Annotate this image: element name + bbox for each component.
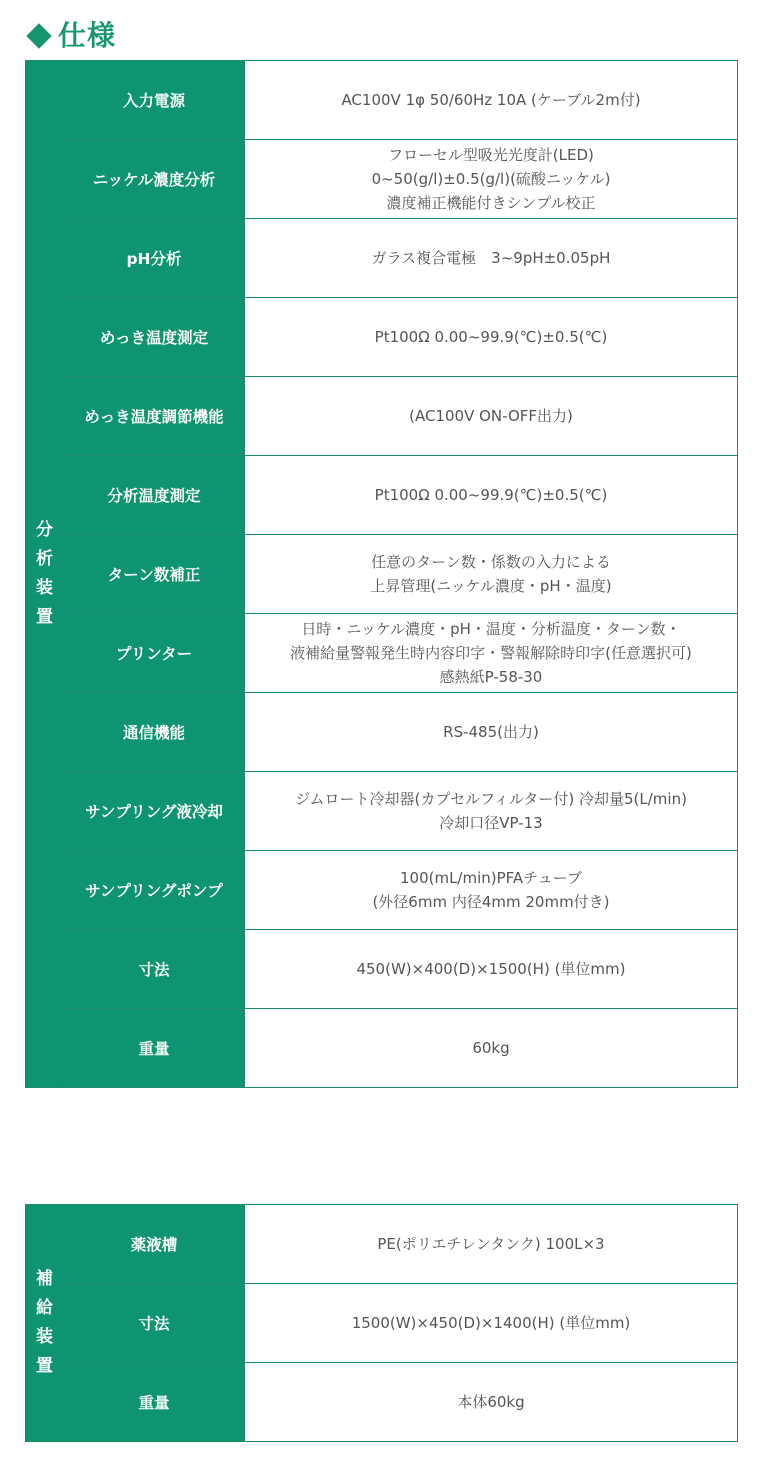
spec-row xyxy=(26,298,738,377)
group-label-char: 分 xyxy=(36,520,53,540)
spec-value xyxy=(245,1009,738,1088)
spec-value xyxy=(245,772,738,851)
spec-label: 寸法 xyxy=(64,1284,245,1363)
spec-value-line: フローセル型吸光光度計(LED) xyxy=(388,146,594,164)
spec-row xyxy=(26,377,738,456)
spec-value xyxy=(245,1205,738,1284)
spec-value-line: PE(ポリエチレンタンク) 100L×3 xyxy=(377,1235,605,1253)
spec-label: プリンター xyxy=(64,614,245,693)
spec-value xyxy=(245,1284,738,1363)
spec-value xyxy=(245,930,738,1009)
spec-value-line: 任意のターン数・係数の入力による xyxy=(371,553,611,571)
spec-value-line: Pt100Ω 0.00~99.9(℃)±0.5(℃) xyxy=(374,328,608,346)
spec-row xyxy=(26,851,738,930)
group-label-char: 置 xyxy=(36,1356,53,1376)
spec-value-line: ジムロート冷却器(カプセルフィルター付) 冷却量5(L/min) xyxy=(295,790,687,808)
spec-row xyxy=(26,930,738,1009)
spec-value xyxy=(245,456,738,535)
page-title-text: 仕様 xyxy=(58,19,117,52)
spec-value-line: RS-485(出力) xyxy=(443,723,539,741)
group-label-char: 装 xyxy=(36,1327,53,1347)
spec-row xyxy=(26,219,738,298)
group-label-char: 装 xyxy=(36,578,53,598)
spec-value-line: 液補給量警報発生時内容印字・警報解除時印字(任意選択可) xyxy=(290,644,692,662)
spec-label: めっき温度調節機能 xyxy=(64,377,245,456)
group-label-char: 析 xyxy=(36,549,53,569)
spec-value xyxy=(245,377,738,456)
spec-value-line: Pt100Ω 0.00~99.9(℃)±0.5(℃) xyxy=(374,486,608,504)
spec-value-line: ガラス複合電極 3~9pH±0.05pH xyxy=(371,249,611,267)
spec-value-line: 上昇管理(ニッケル濃度・pH・温度) xyxy=(370,577,612,595)
spec-label: 重量 xyxy=(64,1363,245,1442)
spec-row xyxy=(26,1009,738,1088)
spec-value xyxy=(245,61,738,140)
spec-value xyxy=(245,1363,738,1442)
group-label-char: 補 xyxy=(36,1269,53,1289)
spec-value xyxy=(245,535,738,614)
spec-value-line: 0~50(g/l)±0.5(g/l)(硫酸ニッケル) xyxy=(371,170,611,188)
spec-label: 薬液槽 xyxy=(64,1205,245,1284)
group-label-cell xyxy=(26,61,64,1088)
spec-label: 重量 xyxy=(64,1009,245,1088)
spec-value xyxy=(245,614,738,693)
spec-value-line: 日時・ニッケル濃度・pH・温度・分析温度・ターン数・ xyxy=(301,620,681,638)
spec-row xyxy=(26,61,738,140)
spec-value-line: 1500(W)×450(D)×1400(H) (単位mm) xyxy=(351,1314,631,1332)
spec-value-line: 濃度補正機能付きシンプル校正 xyxy=(386,194,596,212)
diamond-icon xyxy=(26,23,51,48)
spec-label: ターン数補正 xyxy=(64,535,245,614)
group-label-char: 給 xyxy=(36,1298,53,1318)
spec-label: めっき温度測定 xyxy=(64,298,245,377)
replenisher-spec-table xyxy=(25,1204,738,1442)
spec-value-line: (外径6mm 内径4mm 20mm付き) xyxy=(372,893,610,911)
spec-label: 寸法 xyxy=(64,930,245,1009)
spec-row xyxy=(26,1205,738,1284)
spec-row xyxy=(26,535,738,614)
spec-row xyxy=(26,1363,738,1442)
spec-value-line: 冷却口径VP-13 xyxy=(439,814,543,832)
spec-value xyxy=(245,851,738,930)
page-title xyxy=(26,14,116,58)
spec-row xyxy=(26,140,738,219)
spec-row xyxy=(26,693,738,772)
spec-row xyxy=(26,456,738,535)
spec-value-line: 100(mL/min)PFAチューブ xyxy=(399,869,582,887)
spec-label: 入力電源 xyxy=(64,61,245,140)
spec-value-line: 感熱紙P-58-30 xyxy=(439,668,543,686)
spec-value xyxy=(245,219,738,298)
spec-label: ニッケル濃度分析 xyxy=(64,140,245,219)
spec-row xyxy=(26,1284,738,1363)
spec-value-line: 450(W)×400(D)×1500(H) (単位mm) xyxy=(356,960,626,978)
spec-row xyxy=(26,614,738,693)
group-label-cell xyxy=(26,1205,64,1442)
spec-value-line: AC100V 1φ 50/60Hz 10A (ケーブル2m付) xyxy=(341,91,641,109)
spec-value-line: (AC100V ON-OFF出力) xyxy=(409,407,573,425)
group-label xyxy=(36,516,53,632)
spec-label: pH分析 xyxy=(64,219,245,298)
spec-value xyxy=(245,693,738,772)
spec-value-line: 60kg xyxy=(472,1039,510,1057)
group-label-char: 置 xyxy=(36,607,53,627)
spec-value xyxy=(245,298,738,377)
spec-label: サンプリングポンプ xyxy=(64,851,245,930)
spec-label: 分析温度測定 xyxy=(64,456,245,535)
group-label xyxy=(36,1265,53,1381)
spec-label: サンプリング液冷却 xyxy=(64,772,245,851)
spec-row xyxy=(26,772,738,851)
analyzer-spec-table xyxy=(25,60,738,1088)
spec-value-line: 本体60kg xyxy=(457,1393,525,1411)
spec-label: 通信機能 xyxy=(64,693,245,772)
spec-value xyxy=(245,140,738,219)
